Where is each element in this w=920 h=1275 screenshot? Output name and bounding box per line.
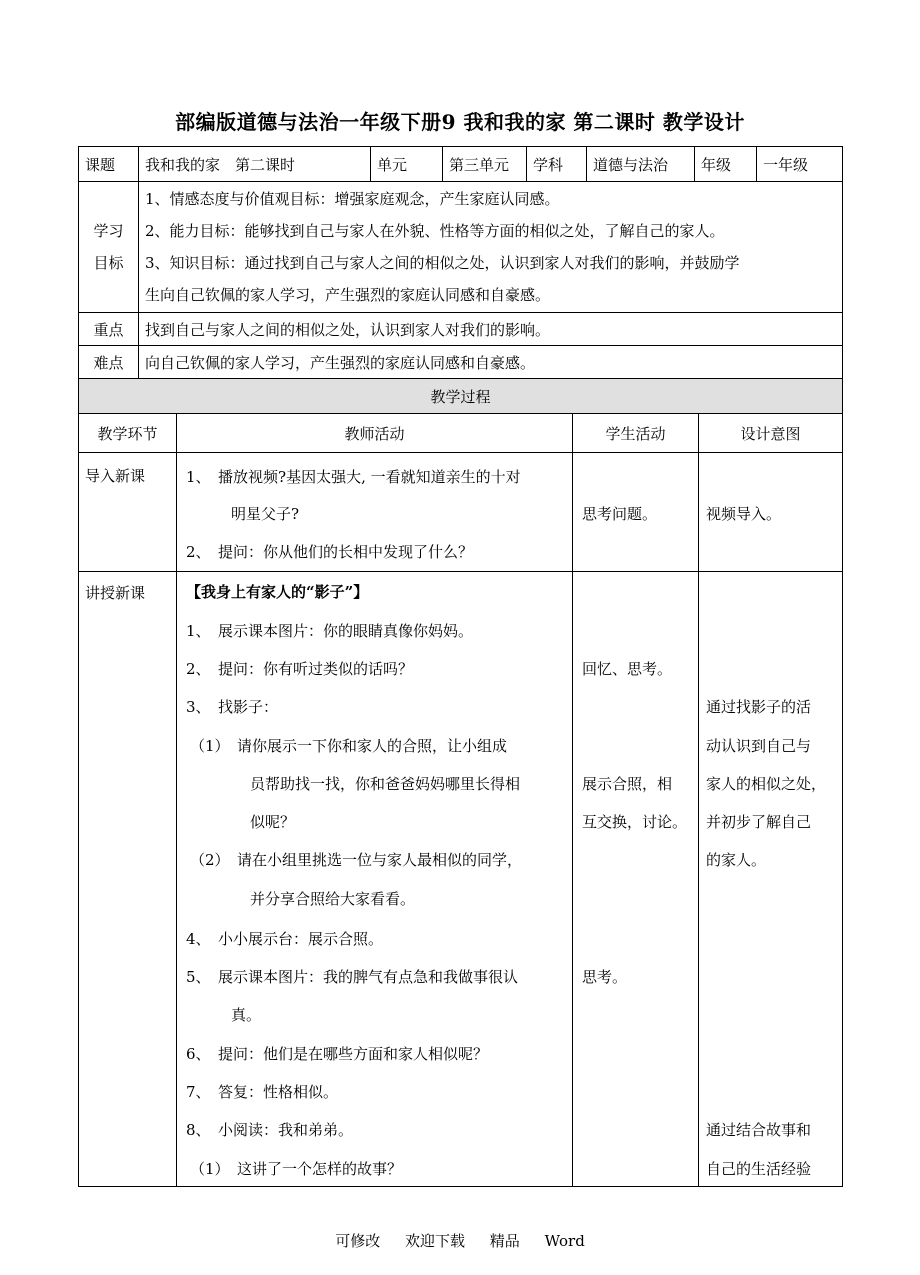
header-teacher: 教师活动 — [177, 414, 573, 453]
lecture-teacher-line: 真。 — [186, 1006, 262, 1024]
key-point-text: 找到自己与家人之间的相似之处，认识到家人对我们的影响。 — [139, 313, 843, 346]
lecture-teacher-line: 1、 展示课本图片：你的眼睛真像你妈妈。 — [186, 622, 474, 640]
grade-label: 年级 — [695, 147, 757, 182]
process-section-title: 教学过程 — [79, 379, 843, 414]
footer-item: 精品 — [489, 1232, 520, 1250]
lecture-heading: 【我身上有家人的“影子”】 — [186, 583, 369, 601]
lecture-teacher-line: （1） 这讲了一个怎样的故事？ — [190, 1160, 403, 1178]
goals-label-line-2: 目标 — [93, 254, 124, 272]
lecture-teacher-line: 并分享合照给大家看看。 — [190, 890, 416, 908]
lecture-intent-line: 通过找影子的活 — [706, 698, 812, 716]
lecture-teacher-line: （1） 请你展示一下你和家人的合照，让小组成 — [190, 737, 508, 755]
header-student: 学生活动 — [573, 414, 699, 453]
lecture-intent-line: 并初步了解自己 — [706, 813, 812, 831]
intro-stage: 导入新课 — [79, 453, 177, 572]
footer-item: 可修改 — [335, 1232, 381, 1250]
lecture-intent-line: 自己的生活经验 — [706, 1160, 812, 1178]
goal-line: 2、能力目标：能够找到自己与家人在外貌、性格等方面的相似之处，了解自己的家人。 — [145, 222, 725, 240]
lecture-student-line: 展示合照，相 — [582, 775, 673, 793]
goal-line: 生向自己钦佩的家人学习，产生强烈的家庭认同感和自豪感。 — [145, 286, 551, 304]
topic-value: 我和我的家 第二课时 — [139, 147, 371, 182]
intro-teacher-line: 2、 提问：你从他们的长相中发现了什么？ — [186, 543, 474, 561]
header-stage: 教学环节 — [79, 414, 177, 453]
lecture-teacher-line: 7、 答复：性格相似。 — [186, 1083, 339, 1101]
lecture-teacher-line: 6、 提问：他们是在哪些方面和家人相似呢？ — [186, 1045, 489, 1063]
footer-item: Word — [544, 1232, 585, 1250]
lecture-intent-line: 通过结合故事和 — [706, 1121, 812, 1139]
subject-label: 学科 — [527, 147, 587, 182]
unit-value: 第三单元 — [443, 147, 527, 182]
key-point-label: 重点 — [79, 313, 139, 346]
subject-value: 道德与法治 — [587, 147, 695, 182]
intro-student-text: 思考问题。 — [582, 505, 658, 523]
lecture-teacher-line: 5、 展示课本图片：我的脾气有点急和我做事很认 — [186, 968, 519, 986]
goals-content — [139, 182, 843, 313]
lecture-teacher-line: 员帮助找一找，你和爸爸妈妈哪里长得相 — [190, 775, 521, 793]
lecture-intent-line: 家人的相似之处， — [706, 775, 827, 793]
document-title: 部编版道德与法治一年级下册9 我和我的家 第二课时 教学设计 — [175, 110, 745, 134]
grade-value: 一年级 — [757, 147, 843, 182]
lecture-student-line: 互交换，讨论。 — [582, 813, 688, 831]
difficulty-label: 难点 — [79, 346, 139, 379]
page-footer — [0, 1230, 920, 1251]
unit-label: 单元 — [371, 147, 443, 182]
intro-teacher-line: 明星父子? — [186, 505, 300, 523]
goals-label — [79, 182, 139, 313]
lecture-intent-line: 的家人。 — [706, 851, 767, 869]
difficulty-text: 向自己钦佩的家人学习，产生强烈的家庭认同感和自豪感。 — [139, 346, 843, 379]
goals-label-line-1: 学习 — [93, 222, 124, 240]
lesson-info-table — [78, 146, 843, 379]
footer-item: 欢迎下载 — [405, 1232, 466, 1250]
goal-line: 1、情感态度与价值观目标：增强家庭观念，产生家庭认同感。 — [145, 190, 560, 208]
header-intent: 设计意图 — [699, 414, 843, 453]
lecture-teacher-line: 3、 找影子： — [186, 698, 279, 716]
lecture-student-line: 思考。 — [582, 968, 628, 986]
lecture-student-line: 回忆、思考。 — [582, 660, 673, 678]
lecture-intent — [699, 572, 843, 1187]
lecture-teacher-line: （2） 请在小组里挑选一位与家人最相似的同学， — [190, 851, 523, 869]
lecture-stage: 讲授新课 — [79, 572, 177, 1187]
intro-teacher-line: 1、 播放视频?基因太强大, 一看就知道亲生的十对 — [186, 468, 521, 486]
lecture-intent-line: 动认识到自己与 — [706, 737, 812, 755]
intro-intent-text: 视频导入。 — [706, 505, 782, 523]
lecture-teacher-line: 2、 提问：你有听过类似的话吗？ — [186, 660, 414, 678]
topic-label: 课题 — [79, 147, 139, 182]
goal-line: 3、知识目标：通过找到自己与家人之间的相似之处，认识到家人对我们的影响，并鼓励学 — [145, 254, 740, 272]
lecture-teacher-line: 似呢？ — [190, 813, 296, 831]
lecture-teacher-line: 8、 小阅读：我和弟弟。 — [186, 1121, 354, 1139]
lecture-teacher-line: 4、 小小展示台：展示合照。 — [186, 930, 384, 948]
